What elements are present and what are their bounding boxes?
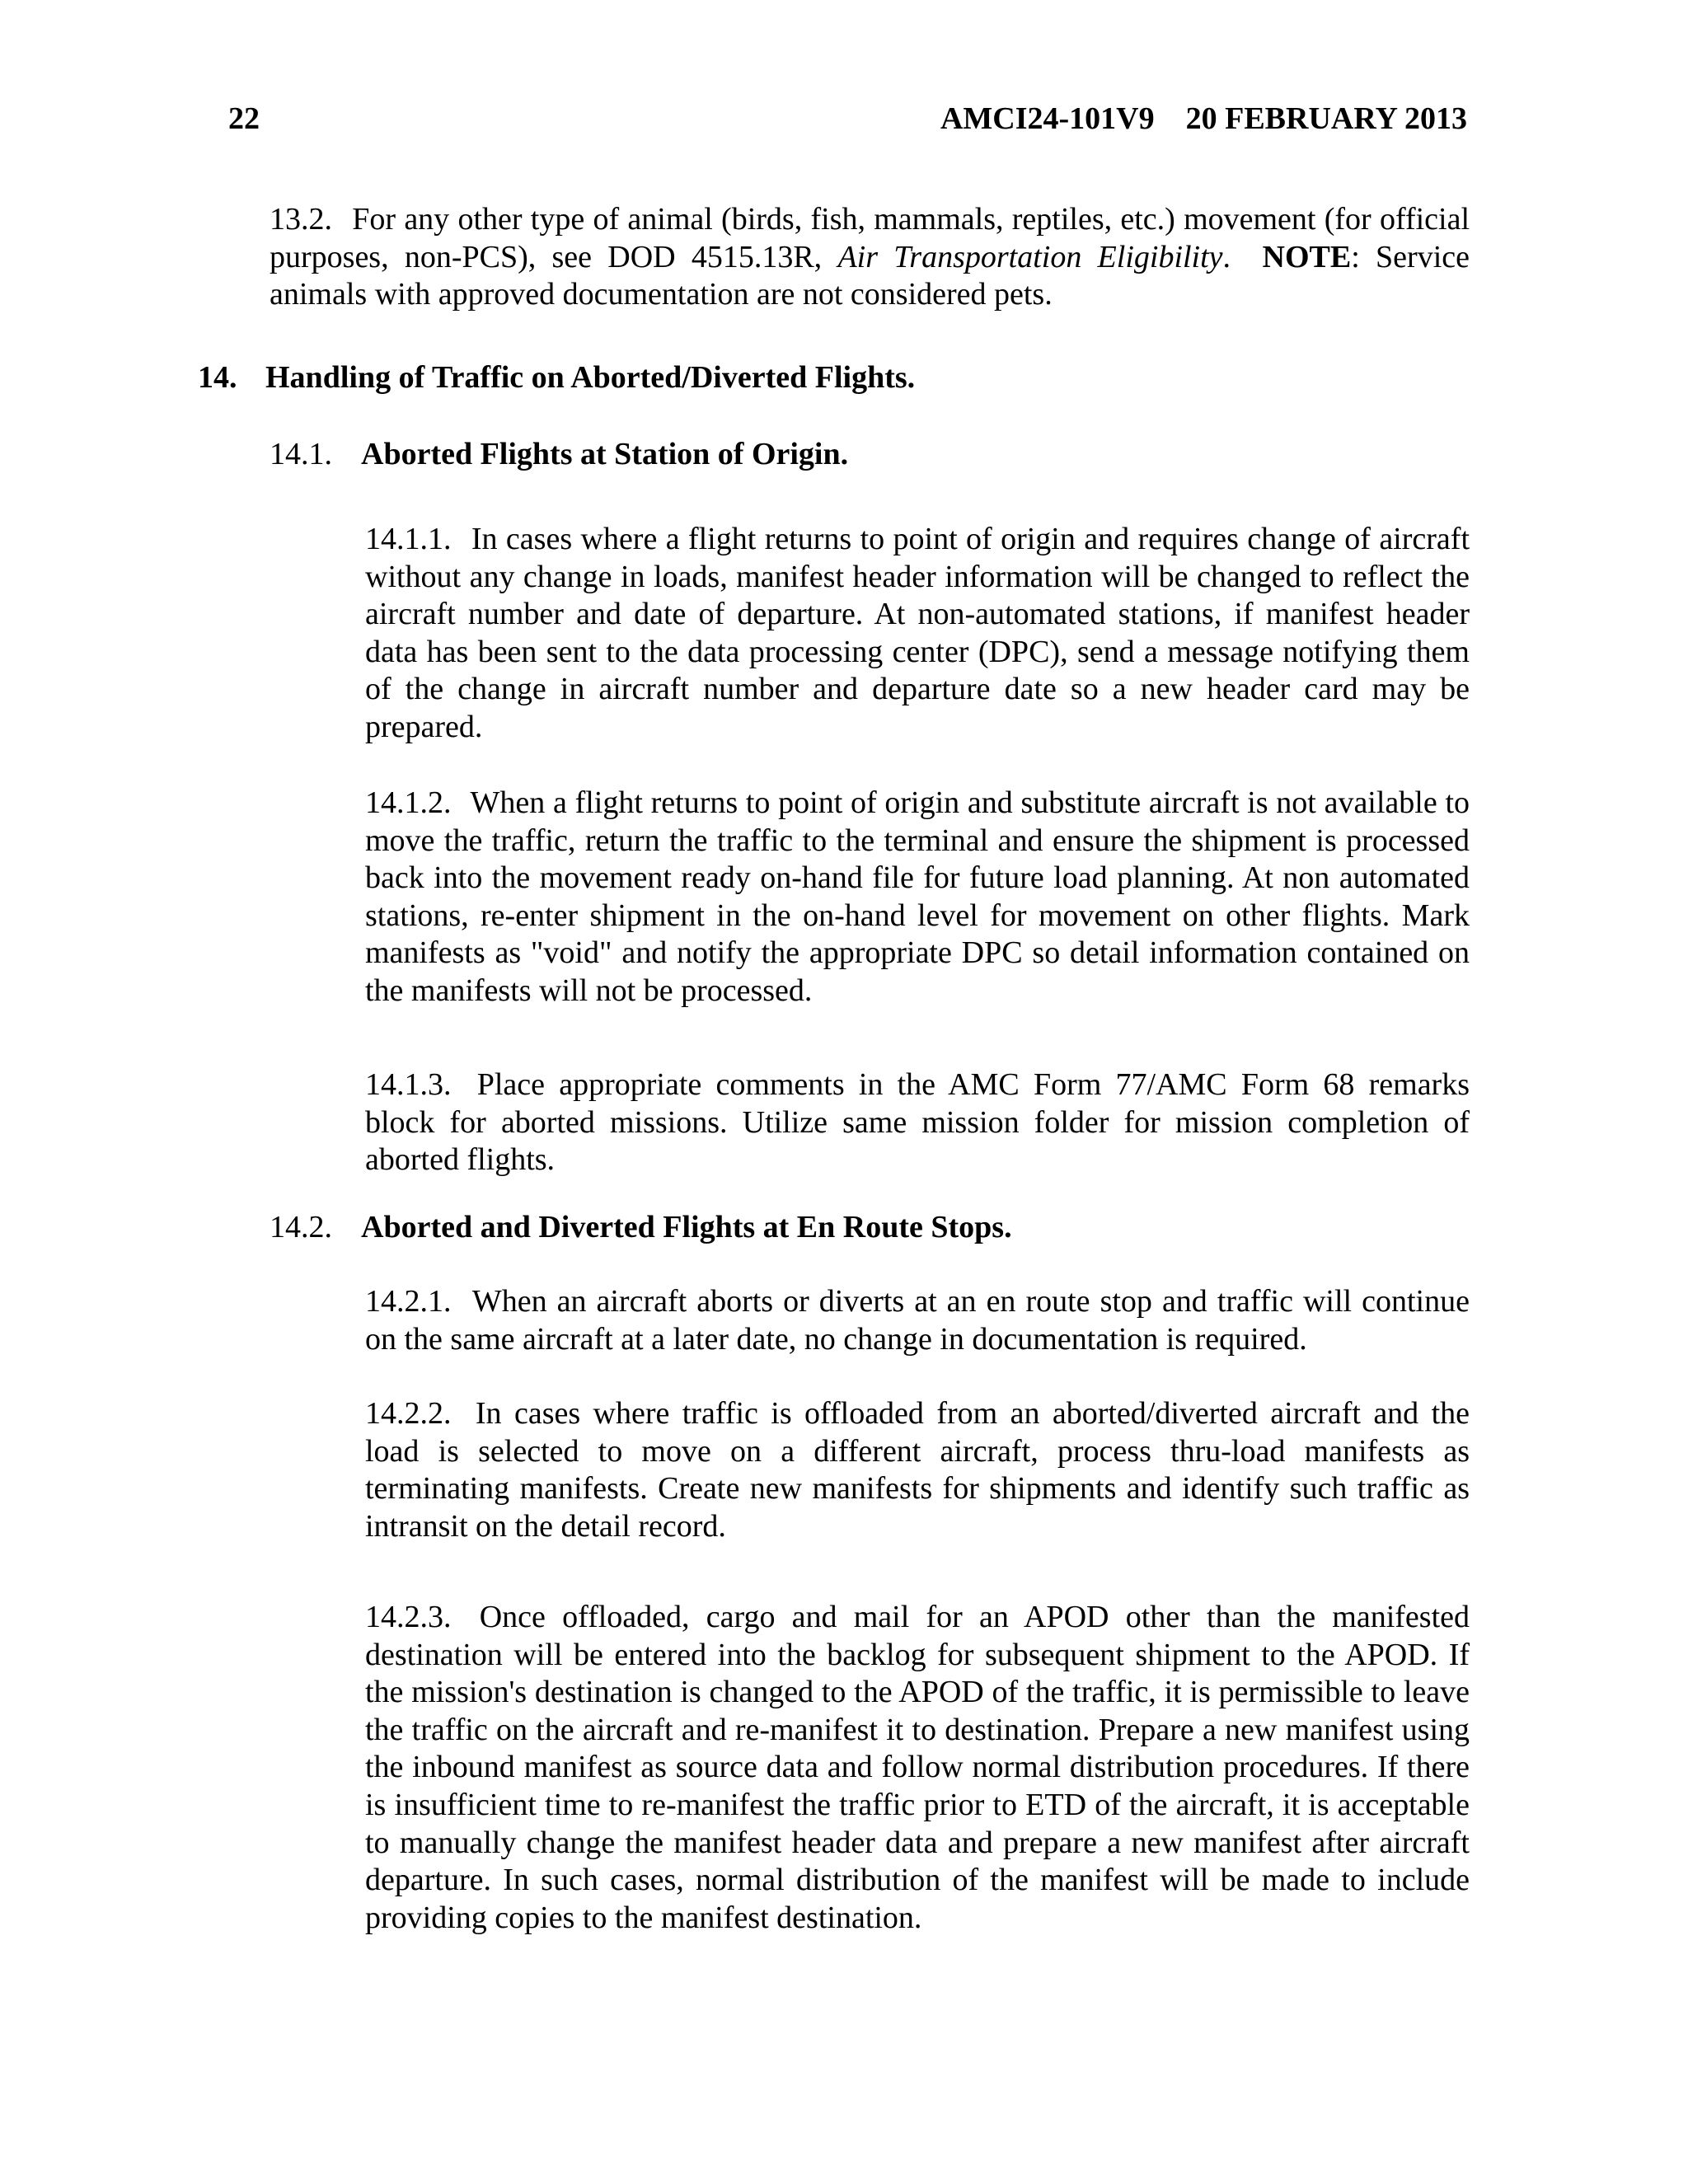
section-heading-14-1	[270, 434, 848, 474]
paragraph-number: 14.2.2.	[365, 1396, 452, 1431]
paragraph-number: 14.1.1.	[365, 522, 452, 556]
note-label: NOTE	[1262, 239, 1352, 274]
paragraph-number: 14.2.3.	[365, 1600, 452, 1634]
paragraph-text: When a flight returns to point of origin and substitute aircraft is not available to move the traffic, return the traffic to the terminal and ensure the shipment is processed back into the movement ready on-hand file for future load planning. At non automated stations, re-enter shipment in the on-hand level for movement on other flights. Mark manifests as "void" and notify the appropriate DPC so detail information contained on the manifests will not be processed.	[365, 785, 1470, 1008]
reference-title: Air Transportation Eligibility	[837, 239, 1223, 274]
page-number: 22	[228, 101, 260, 136]
paragraph-14-2-1	[365, 1283, 1470, 1358]
paragraph-number: 13.2.	[270, 202, 332, 237]
section-title: Aborted and Diverted Flights at En Route Stops.	[361, 1210, 1012, 1244]
paragraph-text: When an aircraft aborts or diverts at an en route stop and traffic will continue on the same aircraft at a later date, no change in documentation is required.	[365, 1284, 1470, 1357]
paragraph-text-end: .	[1222, 239, 1231, 274]
paragraph-text: Place appropriate comments in the AMC Form 77/AMC Form 68 remarks block for aborted missions. Utilize same mission folder for mission completion of aborted flights.	[365, 1067, 1470, 1178]
note-text: : Service animals with approved documentation are not considered pets.	[270, 239, 1470, 312]
paragraph-14-2-2	[365, 1395, 1470, 1545]
paragraph-number: 14.2.1.	[365, 1284, 452, 1319]
paragraph-13-2	[270, 201, 1470, 314]
document-id-and-date: AMCI24-101V9 20 FEBRUARY 2013	[940, 101, 1467, 136]
paragraph-text: Once offloaded, cargo and mail for an APOD other than the manifested destination will be entered into the backlog for subsequent shipment to the APOD. If the mission's destination is changed to the APOD of the traffic, it is permissible to leave the traffic on the aircraft and re-manifest it to destination. Prepare a new manifest using the inbound manifest as source data and follow normal distribution procedures. If there is insufficient time to re-manifest the traffic prior to ETD of the aircraft, it is acceptable to manually change the manifest header data and prepare a new manifest after aircraft departure. In such cases, normal distribution of the manifest will be made to include providing copies to the manifest destination.	[365, 1600, 1470, 1935]
section-number: 14.	[198, 360, 237, 395]
section-heading-14-2	[270, 1207, 1012, 1247]
paragraph-14-1-3	[365, 1066, 1470, 1179]
paragraph-14-1-2	[365, 785, 1470, 1010]
section-title: Handling of Traffic on Aborted/Diverted Flights.	[265, 360, 916, 395]
section-number: 14.1.	[270, 437, 332, 471]
paragraph-text: In cases where a flight returns to point of origin and requires change of aircraft without any change in loads, manifest header information will be changed to reflect the aircraft number and date of departure. At non-automated stations, if manifest header data has been sent to the data processing center (DPC), send a message notifying them of the change in aircraft number and departure date so a new header card may be prepared.	[365, 522, 1470, 744]
paragraph-14-2-3	[365, 1599, 1470, 1937]
paragraph-number: 14.1.3.	[365, 1067, 452, 1102]
paragraph-text: In cases where traffic is offloaded from an aborted/diverted aircraft and the load is selected to move on a different aircraft, process thru-load manifests as terminating manifests. Create new manifests for shipments and identify such traffic as intransit on the detail record.	[365, 1396, 1470, 1544]
section-number: 14.2.	[270, 1210, 332, 1244]
section-heading-14	[198, 358, 915, 397]
section-title: Aborted Flights at Station of Origin.	[361, 437, 849, 471]
paragraph-number: 14.1.2.	[365, 785, 452, 820]
paragraph-text: For any other type of animal (birds, fish, mammals, reptiles, etc.) movement (for official purposes, non-PCS), see DOD 4515.13R,	[270, 202, 1470, 274]
paragraph-14-1-1	[365, 521, 1470, 747]
